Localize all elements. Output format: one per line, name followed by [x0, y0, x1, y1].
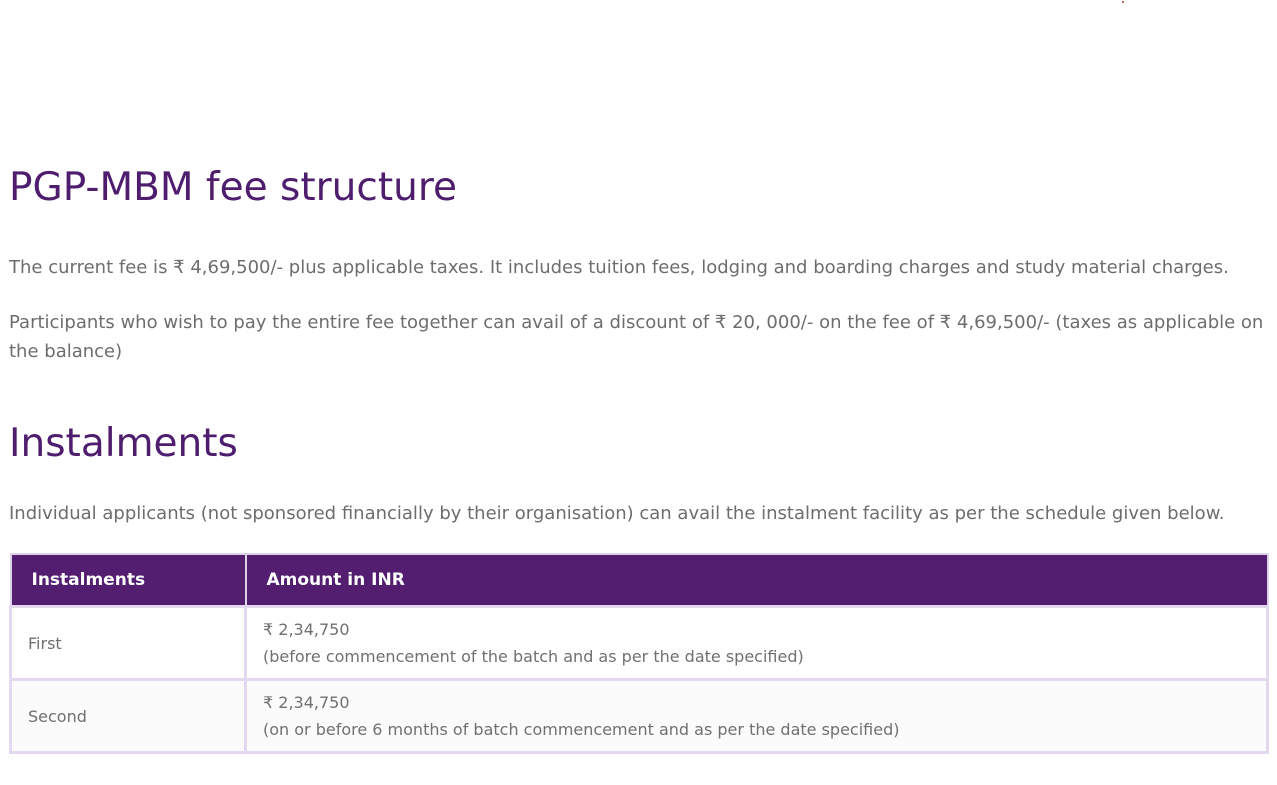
table-header-row: [11, 554, 1268, 607]
instalments-heading: Instalments: [9, 421, 238, 466]
header-instalments: Instalments: [11, 554, 246, 607]
instalments-description: Individual applicants (not sponsored financially by their organisation) can avail the instalment facility as per the schedule given below.: [9, 503, 1225, 524]
instalment-amount-cell: [246, 607, 1268, 680]
instalment-amount-cell: [246, 680, 1268, 753]
table-row: [11, 607, 1268, 680]
instalments-table: [9, 553, 1269, 754]
instalment-label: Second: [11, 680, 246, 753]
header-amount: Amount in INR: [246, 554, 1268, 607]
table-row: [11, 680, 1268, 753]
instalment-label: First: [11, 607, 246, 680]
instalment-amount: ₹ 2,34,750: [263, 693, 350, 712]
decorative-dot: [1122, 1, 1124, 3]
fee-paragraph: The current fee is ₹ 4,69,500/- plus applicable taxes. It includes tuition fees, lodging and boarding charges and study material charges.: [9, 257, 1229, 278]
page-title: PGP-MBM fee structure: [9, 165, 458, 210]
instalment-note: (on or before 6 months of batch commencement and as per the date specified): [263, 720, 900, 739]
instalment-note: (before commencement of the batch and as per the date specified): [263, 647, 804, 666]
discount-paragraph: Participants who wish to pay the entire fee together can avail of a discount of ₹ 20, 000/- on the fee of ₹ 4,69,500/- (taxes as applicable on the balance): [9, 312, 1264, 362]
instalment-amount: ₹ 2,34,750: [263, 620, 350, 639]
